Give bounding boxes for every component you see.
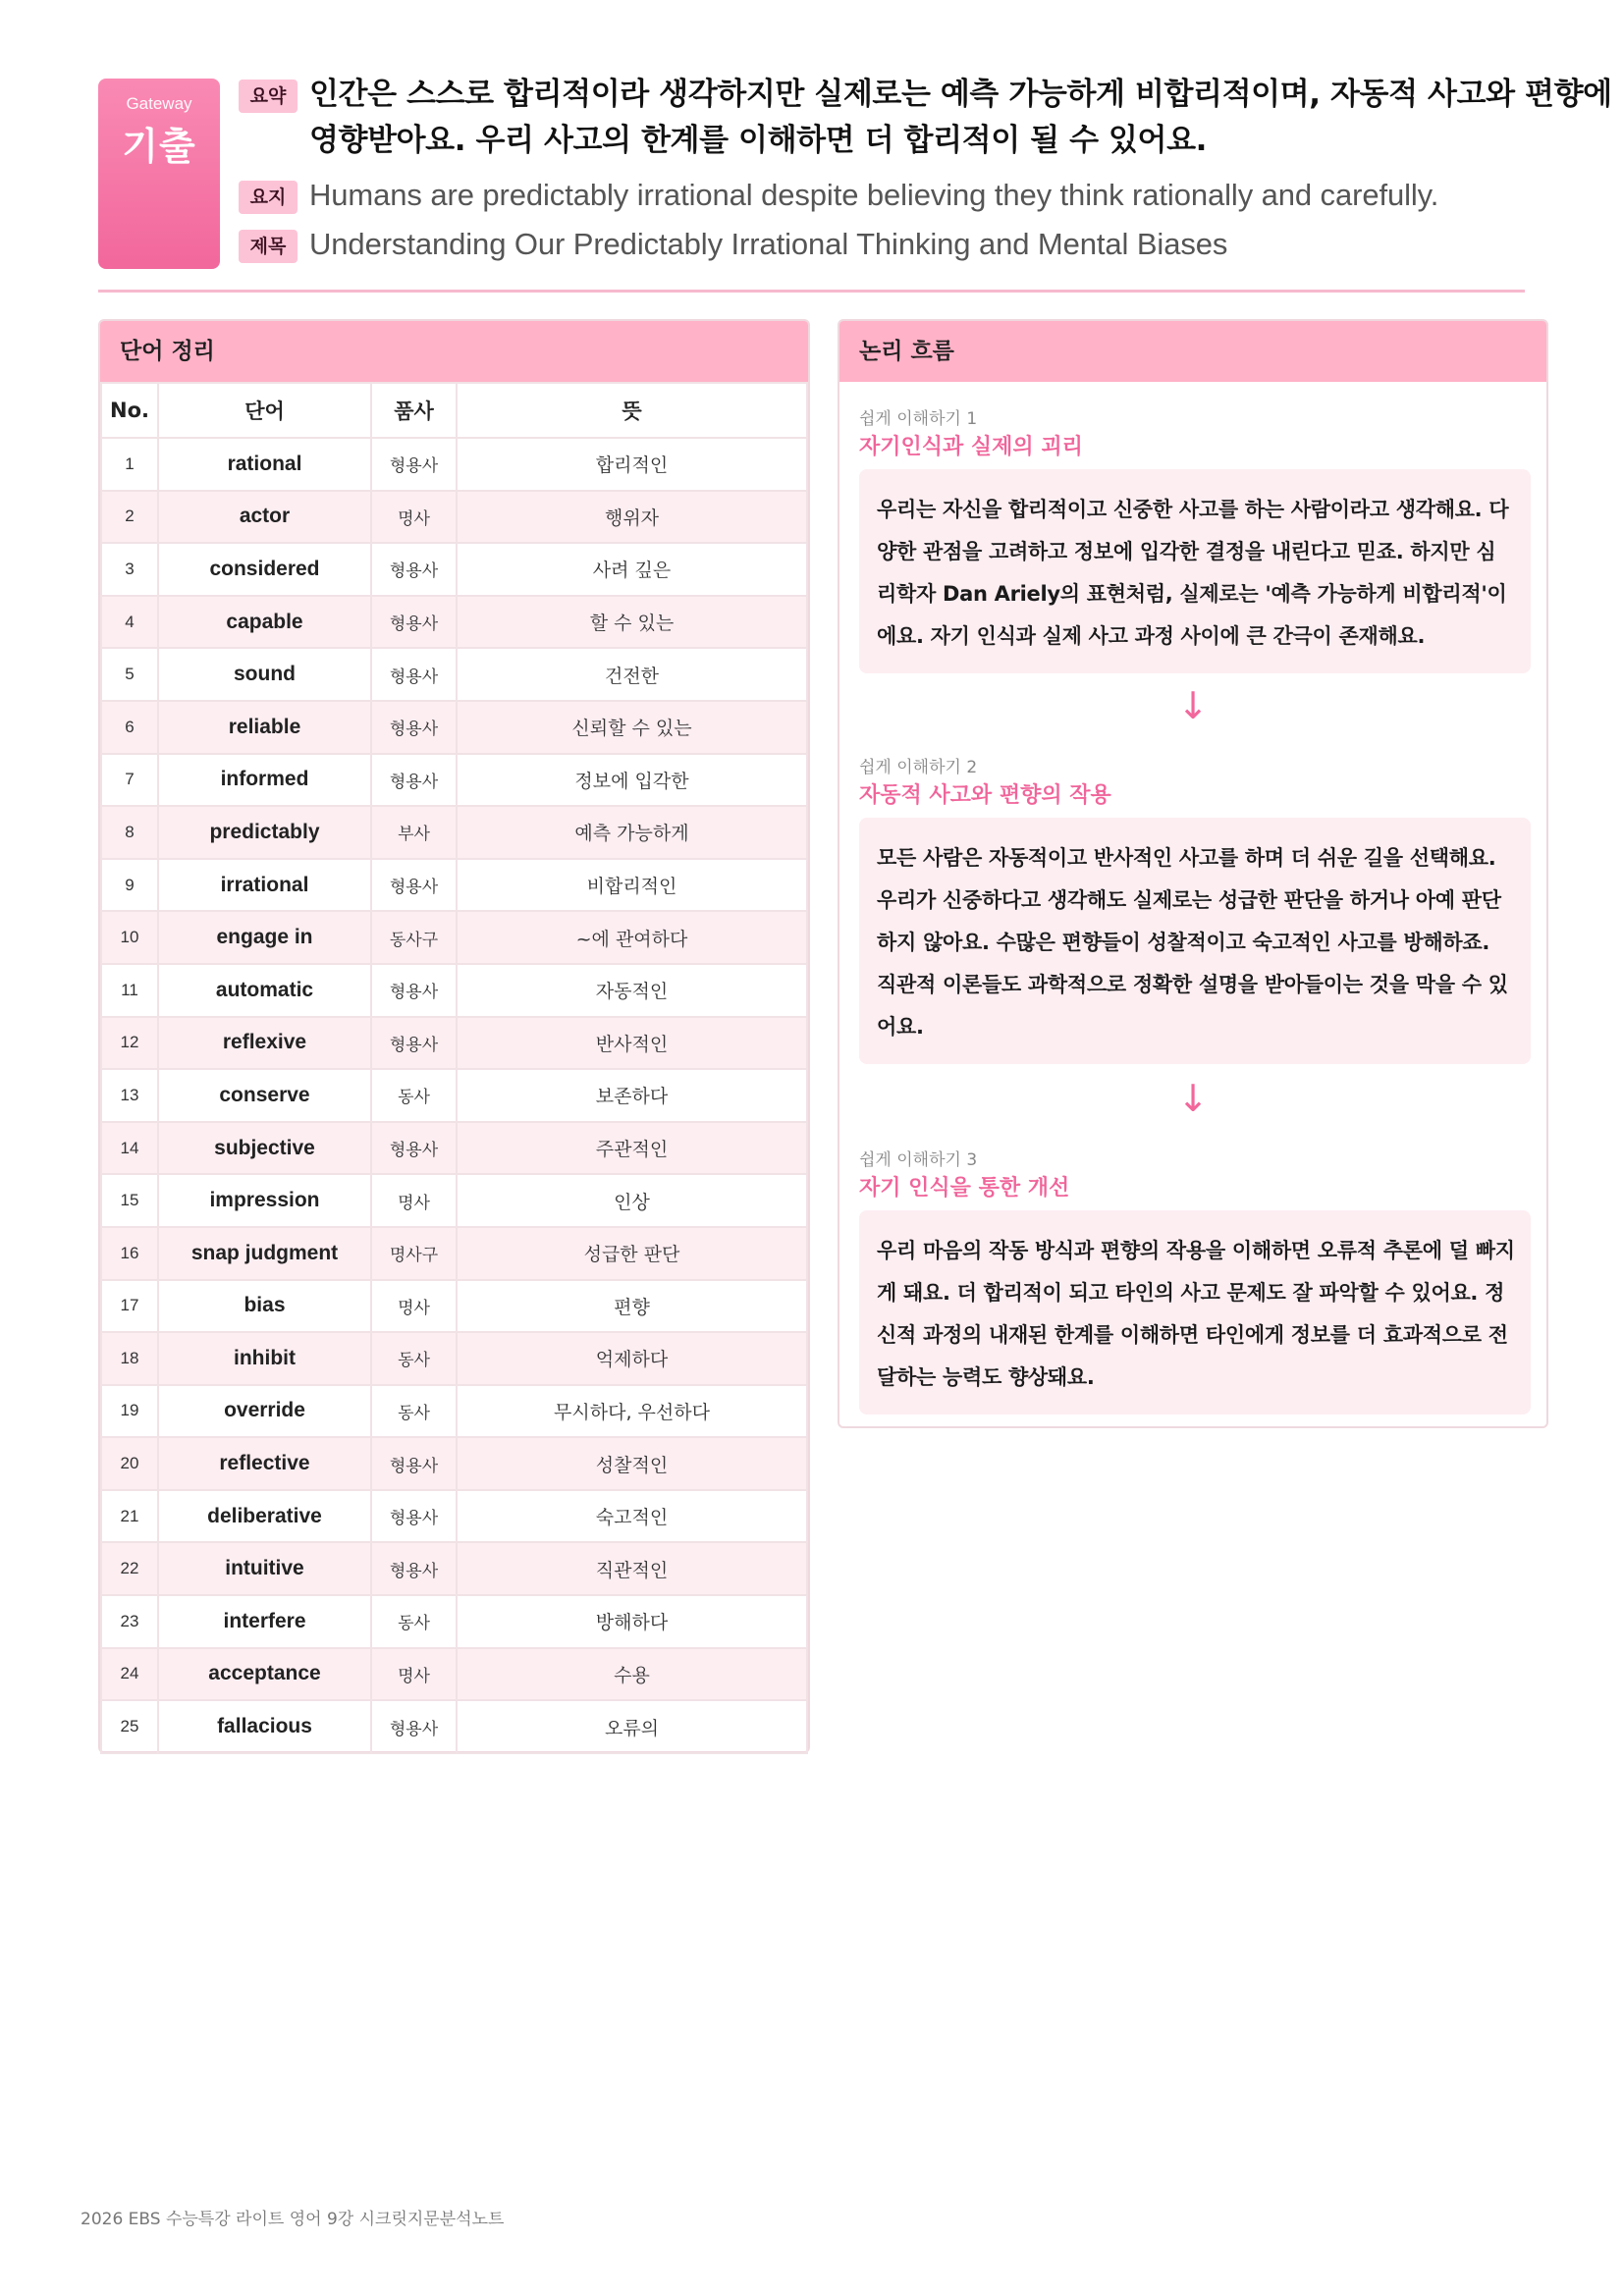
vocab-no-cell: 12	[101, 1017, 158, 1070]
flow-step-2	[859, 753, 1531, 1064]
vocab-pos-cell: 형용사	[371, 1122, 457, 1175]
col-header-pos: 품사	[371, 383, 457, 438]
arrow-down-icon: ↓	[1177, 684, 1209, 727]
vocab-word-cell: intuitive	[158, 1542, 371, 1595]
vocab-row	[101, 648, 807, 701]
vocab-pos-cell: 형용사	[371, 1017, 457, 1070]
vocab-row	[101, 1700, 807, 1753]
vocab-meaning-cell: 성찰적인	[457, 1437, 807, 1490]
vocab-row	[101, 596, 807, 649]
flow-panel	[838, 319, 1548, 1428]
vocab-meaning-cell: 인상	[457, 1174, 807, 1227]
vocab-pos-cell: 형용사	[371, 543, 457, 596]
vocab-panel	[98, 319, 810, 1753]
vocab-meaning-cell: 자동적인	[457, 964, 807, 1017]
step-title: 자기 인식을 통한 개선	[859, 1176, 1070, 1201]
vocab-no-cell: 10	[101, 911, 158, 964]
vocab-pos-cell: 동사	[371, 1595, 457, 1648]
vocab-row	[101, 964, 807, 1017]
step-subtitle: 쉽게 이해하기 1	[859, 409, 978, 429]
vocab-no-cell: 6	[101, 701, 158, 754]
vocab-word-cell: impression	[158, 1174, 371, 1227]
step-body: 우리 마음의 작동 방식과 편향의 작용을 이해하면 오류적 추론에 덜 빠지게 돼요. 더 합리적이 되고 타인의 사고 문제도 잘 파악할 수 있어요. 정신적 과정의 내재된 한계를 이해하면 타인에게 정보를 더 효과적으로 전달하는 능력도 향상돼요.	[859, 1210, 1531, 1415]
vocab-no-cell: 23	[101, 1595, 158, 1648]
vocab-pos-cell: 명사	[371, 491, 457, 544]
flow-step-3	[859, 1146, 1531, 1415]
vocab-no-cell: 16	[101, 1227, 158, 1280]
vocab-meaning-cell: 행위자	[457, 491, 807, 544]
vocab-word-cell: capable	[158, 596, 371, 649]
summary-tag: 요약	[239, 80, 298, 113]
step-subtitle: 쉽게 이해하기 3	[859, 1150, 978, 1170]
vocab-row	[101, 1437, 807, 1490]
vocab-table	[100, 382, 808, 1754]
vocab-no-cell: 18	[101, 1332, 158, 1385]
col-header-meaning: 뜻	[457, 383, 807, 438]
flow-step-1	[859, 404, 1531, 673]
step-subtitle: 쉽게 이해하기 2	[859, 758, 978, 777]
vocab-row	[101, 491, 807, 544]
col-header-no: No.	[101, 383, 158, 438]
vocab-word-cell: bias	[158, 1280, 371, 1333]
flow-heading: 논리 흐름	[839, 321, 1546, 382]
vocab-word-cell: irrational	[158, 859, 371, 912]
vocab-no-cell: 21	[101, 1490, 158, 1543]
vocab-no-cell: 22	[101, 1542, 158, 1595]
vocab-header-row	[101, 383, 807, 438]
vocab-row	[101, 1542, 807, 1595]
vocab-pos-cell: 명사구	[371, 1227, 457, 1280]
gist-text: Humans are predictably irrational despite believing they think rationally and carefully.	[309, 178, 1439, 212]
vocab-no-cell: 14	[101, 1122, 158, 1175]
vocab-word-cell: acceptance	[158, 1648, 371, 1701]
vocab-heading: 단어 정리	[100, 321, 808, 382]
summary-text: 인간은 스스로 합리적이라 생각하지만 실제로는 예측 가능하게 비합리적이며, 자동적 사고와 편향에 영향받아요. 우리 사고의 한계를 이해하면 더 합리적이 될 수 있어요.	[309, 77, 1612, 158]
vocab-meaning-cell: 예측 가능하게	[457, 806, 807, 859]
vocab-row	[101, 1017, 807, 1070]
col-header-word: 단어	[158, 383, 371, 438]
vocab-word-cell: subjective	[158, 1122, 371, 1175]
vocab-no-cell: 24	[101, 1648, 158, 1701]
gateway-badge	[98, 79, 220, 269]
vocab-no-cell: 3	[101, 543, 158, 596]
vocab-row	[101, 754, 807, 807]
vocab-row	[101, 1648, 807, 1701]
vocab-word-cell: override	[158, 1385, 371, 1438]
vocab-word-cell: reflective	[158, 1437, 371, 1490]
vocab-pos-cell: 명사	[371, 1648, 457, 1701]
vocab-pos-cell: 형용사	[371, 438, 457, 491]
vocab-pos-cell: 형용사	[371, 596, 457, 649]
title-tag: 제목	[239, 230, 298, 263]
vocab-row	[101, 1490, 807, 1543]
vocab-no-cell: 11	[101, 964, 158, 1017]
step-body: 모든 사람은 자동적이고 반사적인 사고를 하며 더 쉬운 길을 선택해요. 우리가 신중하다고 생각해도 실제로는 성급한 판단을 하거나 아예 판단하지 않아요. 수많은 편향들이 성찰적이고 숙고적인 사고를 방해하죠. 직관적 이론들도 과학적으로 정확한 설명을 받아들이는 것을 막을 수 있어요.	[859, 818, 1531, 1064]
vocab-word-cell: sound	[158, 648, 371, 701]
header-divider	[98, 290, 1525, 293]
vocab-pos-cell: 형용사	[371, 964, 457, 1017]
vocab-no-cell: 17	[101, 1280, 158, 1333]
vocab-row	[101, 1122, 807, 1175]
vocab-meaning-cell: 직관적인	[457, 1542, 807, 1595]
vocab-meaning-cell: 보존하다	[457, 1069, 807, 1122]
vocab-no-cell: 20	[101, 1437, 158, 1490]
vocab-word-cell: interfere	[158, 1595, 371, 1648]
vocab-word-cell: automatic	[158, 964, 371, 1017]
badge-small-label: Gateway	[126, 94, 192, 113]
vocab-meaning-cell: 편향	[457, 1280, 807, 1333]
vocab-word-cell: inhibit	[158, 1332, 371, 1385]
vocab-pos-cell: 동사구	[371, 911, 457, 964]
vocab-pos-cell: 명사	[371, 1174, 457, 1227]
vocab-no-cell: 2	[101, 491, 158, 544]
vocab-pos-cell: 형용사	[371, 648, 457, 701]
vocab-row	[101, 806, 807, 859]
vocab-no-cell: 9	[101, 859, 158, 912]
vocab-row	[101, 1332, 807, 1385]
vocab-word-cell: considered	[158, 543, 371, 596]
vocab-row	[101, 1069, 807, 1122]
vocab-row	[101, 1280, 807, 1333]
vocab-pos-cell: 형용사	[371, 1437, 457, 1490]
vocab-meaning-cell: 비합리적인	[457, 859, 807, 912]
step-body: 우리는 자신을 합리적이고 신중한 사고를 하는 사람이라고 생각해요. 다양한 관점을 고려하고 정보에 입각한 결정을 내린다고 믿죠. 하지만 심리학자 Dan Ariely의 표현처럼, 실제로는 '예측 가능하게 비합리적'이에요. 자기 인식과 실제 사고 과정 사이에 큰 간극이 존재해요.	[859, 469, 1531, 673]
vocab-row	[101, 438, 807, 491]
vocab-no-cell: 25	[101, 1700, 158, 1753]
gist-tag: 요지	[239, 181, 298, 214]
page-footer: 2026 EBS 수능특강 라이트 영어 9강 시크릿지문분석노트	[81, 2210, 505, 2229]
vocab-word-cell: informed	[158, 754, 371, 807]
vocab-word-cell: conserve	[158, 1069, 371, 1122]
vocab-row	[101, 911, 807, 964]
vocab-meaning-cell: 사려 깊은	[457, 543, 807, 596]
vocab-word-cell: reliable	[158, 701, 371, 754]
step-title: 자기인식과 실제의 괴리	[859, 435, 1083, 459]
title-text: Understanding Our Predictably Irrational Thinking and Mental Biases	[309, 227, 1228, 261]
vocab-row	[101, 701, 807, 754]
vocab-meaning-cell: 성급한 판단	[457, 1227, 807, 1280]
vocab-word-cell: engage in	[158, 911, 371, 964]
vocab-meaning-cell: 숙고적인	[457, 1490, 807, 1543]
badge-big-label: 기출	[122, 125, 196, 168]
vocab-pos-cell: 형용사	[371, 1542, 457, 1595]
vocab-no-cell: 19	[101, 1385, 158, 1438]
vocab-meaning-cell: ~에 관여하다	[457, 911, 807, 964]
vocab-word-cell: fallacious	[158, 1700, 371, 1753]
vocab-meaning-cell: 억제하다	[457, 1332, 807, 1385]
vocab-word-cell: predictably	[158, 806, 371, 859]
vocab-meaning-cell: 무시하다, 우선하다	[457, 1385, 807, 1438]
arrow-down-icon: ↓	[1177, 1077, 1209, 1120]
vocab-meaning-cell: 합리적인	[457, 438, 807, 491]
vocab-pos-cell: 동사	[371, 1332, 457, 1385]
vocab-meaning-cell: 주관적인	[457, 1122, 807, 1175]
vocab-pos-cell: 형용사	[371, 859, 457, 912]
vocab-pos-cell: 동사	[371, 1069, 457, 1122]
vocab-pos-cell: 형용사	[371, 1700, 457, 1753]
vocab-no-cell: 15	[101, 1174, 158, 1227]
vocab-no-cell: 13	[101, 1069, 158, 1122]
vocab-meaning-cell: 방해하다	[457, 1595, 807, 1648]
vocab-row	[101, 1174, 807, 1227]
vocab-no-cell: 5	[101, 648, 158, 701]
vocab-no-cell: 1	[101, 438, 158, 491]
vocab-meaning-cell: 신뢰할 수 있는	[457, 701, 807, 754]
vocab-row	[101, 1227, 807, 1280]
vocab-pos-cell: 형용사	[371, 754, 457, 807]
vocab-row	[101, 543, 807, 596]
vocab-pos-cell: 형용사	[371, 1490, 457, 1543]
step-title: 자동적 사고와 편향의 작용	[859, 783, 1111, 808]
vocab-row	[101, 1595, 807, 1648]
vocab-word-cell: actor	[158, 491, 371, 544]
vocab-no-cell: 7	[101, 754, 158, 807]
vocab-meaning-cell: 오류의	[457, 1700, 807, 1753]
vocab-pos-cell: 동사	[371, 1385, 457, 1438]
vocab-word-cell: deliberative	[158, 1490, 371, 1543]
vocab-word-cell: snap judgment	[158, 1227, 371, 1280]
vocab-no-cell: 8	[101, 806, 158, 859]
vocab-pos-cell: 형용사	[371, 701, 457, 754]
vocab-pos-cell: 명사	[371, 1280, 457, 1333]
vocab-row	[101, 859, 807, 912]
vocab-no-cell: 4	[101, 596, 158, 649]
vocab-word-cell: reflexive	[158, 1017, 371, 1070]
vocab-meaning-cell: 수용	[457, 1648, 807, 1701]
vocab-meaning-cell: 건전한	[457, 648, 807, 701]
vocab-meaning-cell: 정보에 입각한	[457, 754, 807, 807]
vocab-word-cell: rational	[158, 438, 371, 491]
vocab-pos-cell: 부사	[371, 806, 457, 859]
vocab-row	[101, 1385, 807, 1438]
vocab-meaning-cell: 할 수 있는	[457, 596, 807, 649]
vocab-meaning-cell: 반사적인	[457, 1017, 807, 1070]
